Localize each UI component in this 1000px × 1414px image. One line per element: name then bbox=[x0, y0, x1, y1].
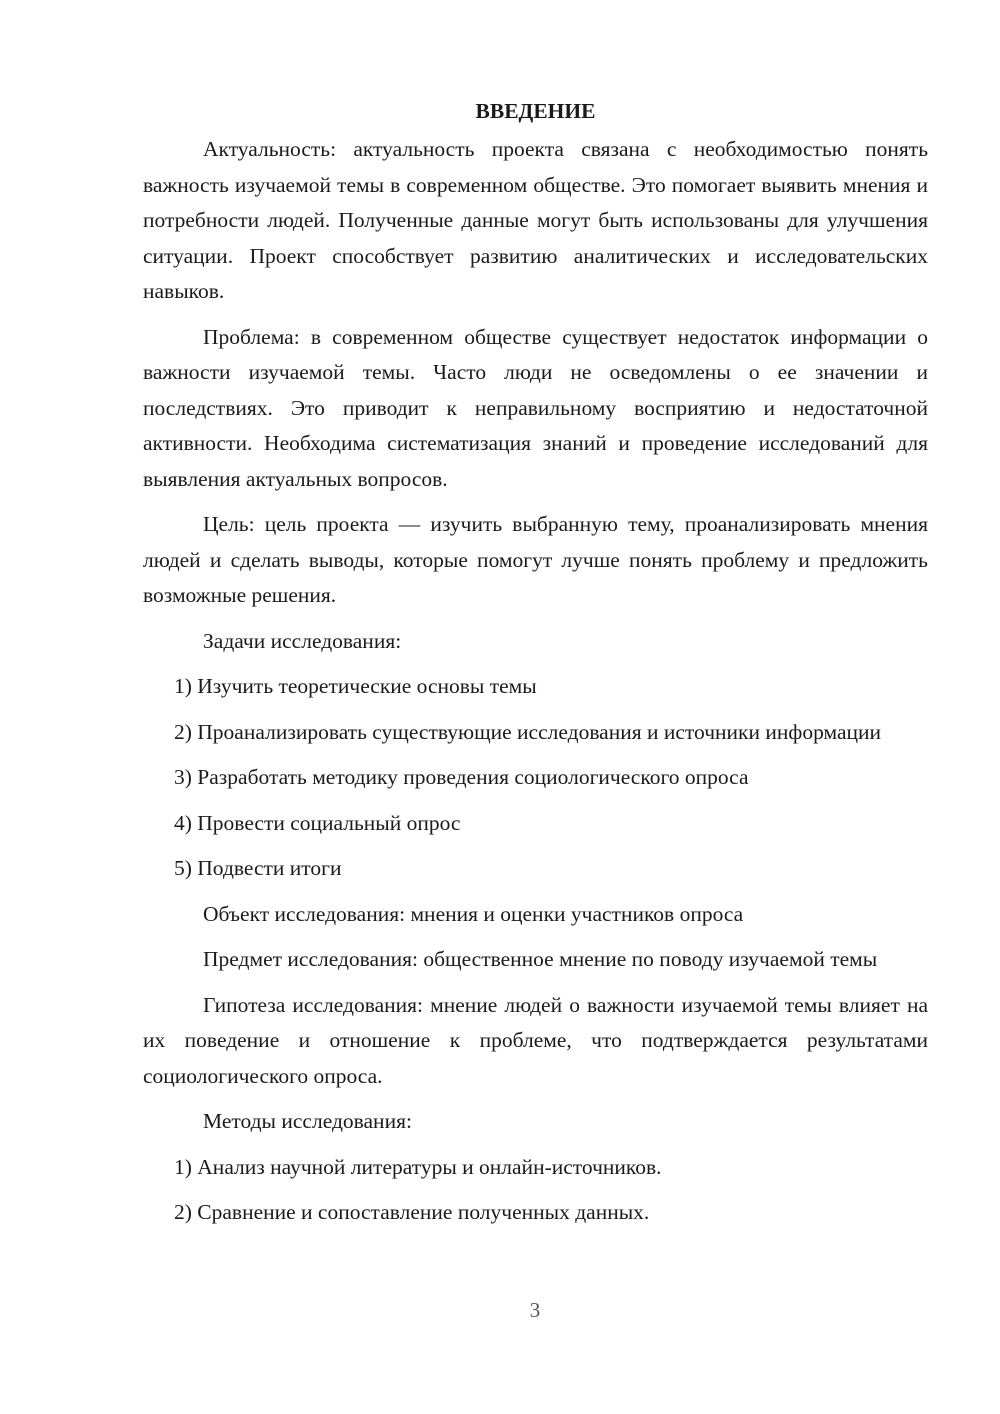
hypothesis-paragraph: Гипотеза исследования: мнение людей о важности изучаемой темы влияет на их поведение и отношение к проблеме, что подтверждается результатами социологического опроса. bbox=[143, 992, 928, 1088]
task-item-5: 5) Подвести итоги bbox=[174, 856, 342, 880]
task-item-4: 4) Провести социальный опрос bbox=[174, 810, 461, 835]
relevance-paragraph: Актуальность: актуальность проекта связана с необходимостью понять важность изучаемой темы в современном обществе. Это помогает выявить мнения и потребности людей. Полученные данные могут быть использованы для улучшения ситуации. Проект способствует развитию аналитических и исследовательских навыков. bbox=[143, 137, 928, 303]
method-item-2: 2) Сравнение и сопоставление полученных данных. bbox=[174, 1200, 650, 1224]
section-title: ВВЕДЕНИЕ bbox=[475, 99, 596, 123]
goal-paragraph: Цель: цель проекта — изучить выбранную тему, проанализировать мнения людей и сделать выводы, которые помогут лучше понять проблему и предложить возможные решения. bbox=[143, 512, 928, 607]
document-page bbox=[143, 96, 928, 1241]
subject-paragraph: Предмет исследования: общественное мнение по поводу изучаемой темы bbox=[203, 947, 878, 971]
task-item-1: 1) Изучить теоретические основы темы bbox=[174, 674, 537, 698]
methods-heading: Методы исследования: bbox=[203, 1109, 412, 1133]
tasks-heading: Задачи исследования: bbox=[203, 628, 402, 653]
task-item-2: 2) Проанализировать существующие исследования и источники информации bbox=[174, 719, 882, 744]
page-number: 3 bbox=[529, 1298, 541, 1322]
method-item-1: 1) Анализ научной литературы и онлайн-источников. bbox=[174, 1154, 662, 1179]
task-item-3: 3) Разработать методику проведения социологического опроса bbox=[174, 765, 749, 789]
problem-paragraph: Проблема: в современном обществе существует недостаток информации о важности изучаемой темы. Часто люди не осведомлены о ее значении и последствиях. Это приводит к неправильному восприятию и недостаточной активности. Необходима систематизация знаний и проведение исследований для выявления актуальных вопросов. bbox=[143, 324, 928, 491]
object-paragraph: Объект исследования: мнения и оценки участников опроса bbox=[203, 901, 744, 926]
